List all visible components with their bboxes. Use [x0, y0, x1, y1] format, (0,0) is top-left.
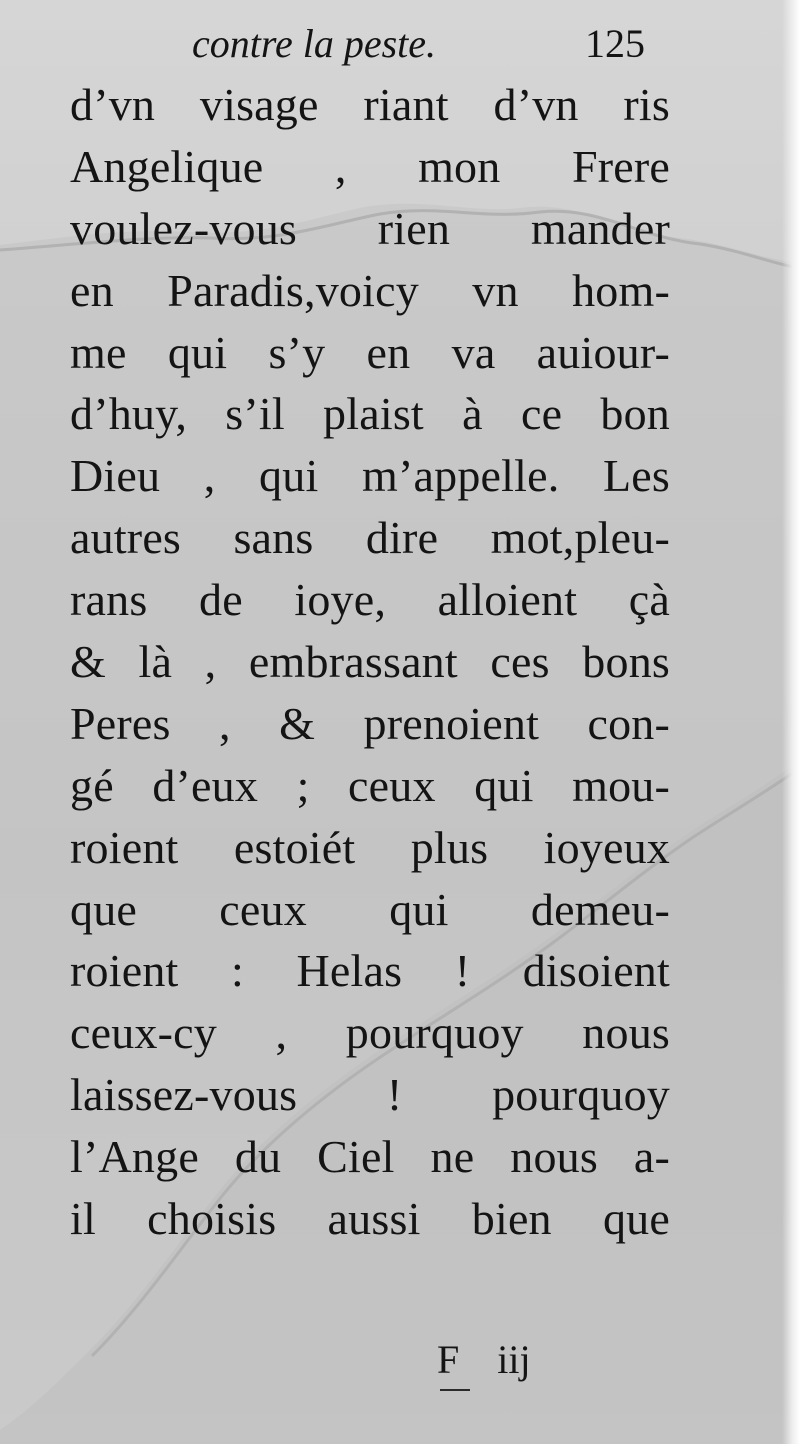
signature-mark: F iij	[437, 1337, 531, 1382]
text-line: roient : Helas ! disoient	[70, 945, 670, 997]
text-line: roient estoiét plus ioyeux	[70, 821, 670, 873]
text-line: Dieu , qui m’appelle. Les	[70, 450, 670, 502]
text-line: d’huy, s’il plaist à ce bon	[70, 388, 670, 440]
text-line: voulez-vous rien mander	[70, 202, 670, 254]
text-line: laissez-vous ! pourquoy	[70, 1069, 670, 1121]
page-edge	[782, 0, 800, 1444]
text-line: autres sans dire mot,pleu-	[70, 512, 670, 564]
text-line: en Paradis,voicy vn hom-	[70, 264, 670, 316]
running-header	[0, 14, 800, 74]
running-title: contre la peste.	[192, 21, 437, 66]
text-line: & là , embrassant ces bons	[70, 636, 670, 688]
text-line: Angelique , mon Frere	[70, 140, 670, 192]
body-text	[70, 74, 670, 1250]
text-line: l’Ange du Ciel ne nous a-	[70, 1131, 670, 1183]
page-number: 125	[585, 21, 645, 66]
text-line: ceux-cy , pourquoy nous	[70, 1007, 670, 1059]
text-line: Peres , & prenoient con-	[70, 697, 670, 749]
page-footer	[0, 1330, 800, 1400]
text-line: que ceux qui demeu-	[70, 883, 670, 935]
text-line: il choisis aussi bien que	[70, 1193, 670, 1245]
text-line: gé d’eux ; ceux qui mou-	[70, 759, 670, 811]
text-line: rans de ioye, alloient çà	[70, 574, 670, 626]
text-line: me qui s’y en va auiour-	[70, 326, 670, 378]
text-line: d’vn visage riant d’vn ris	[70, 79, 670, 130]
signature-underline	[440, 1389, 470, 1391]
